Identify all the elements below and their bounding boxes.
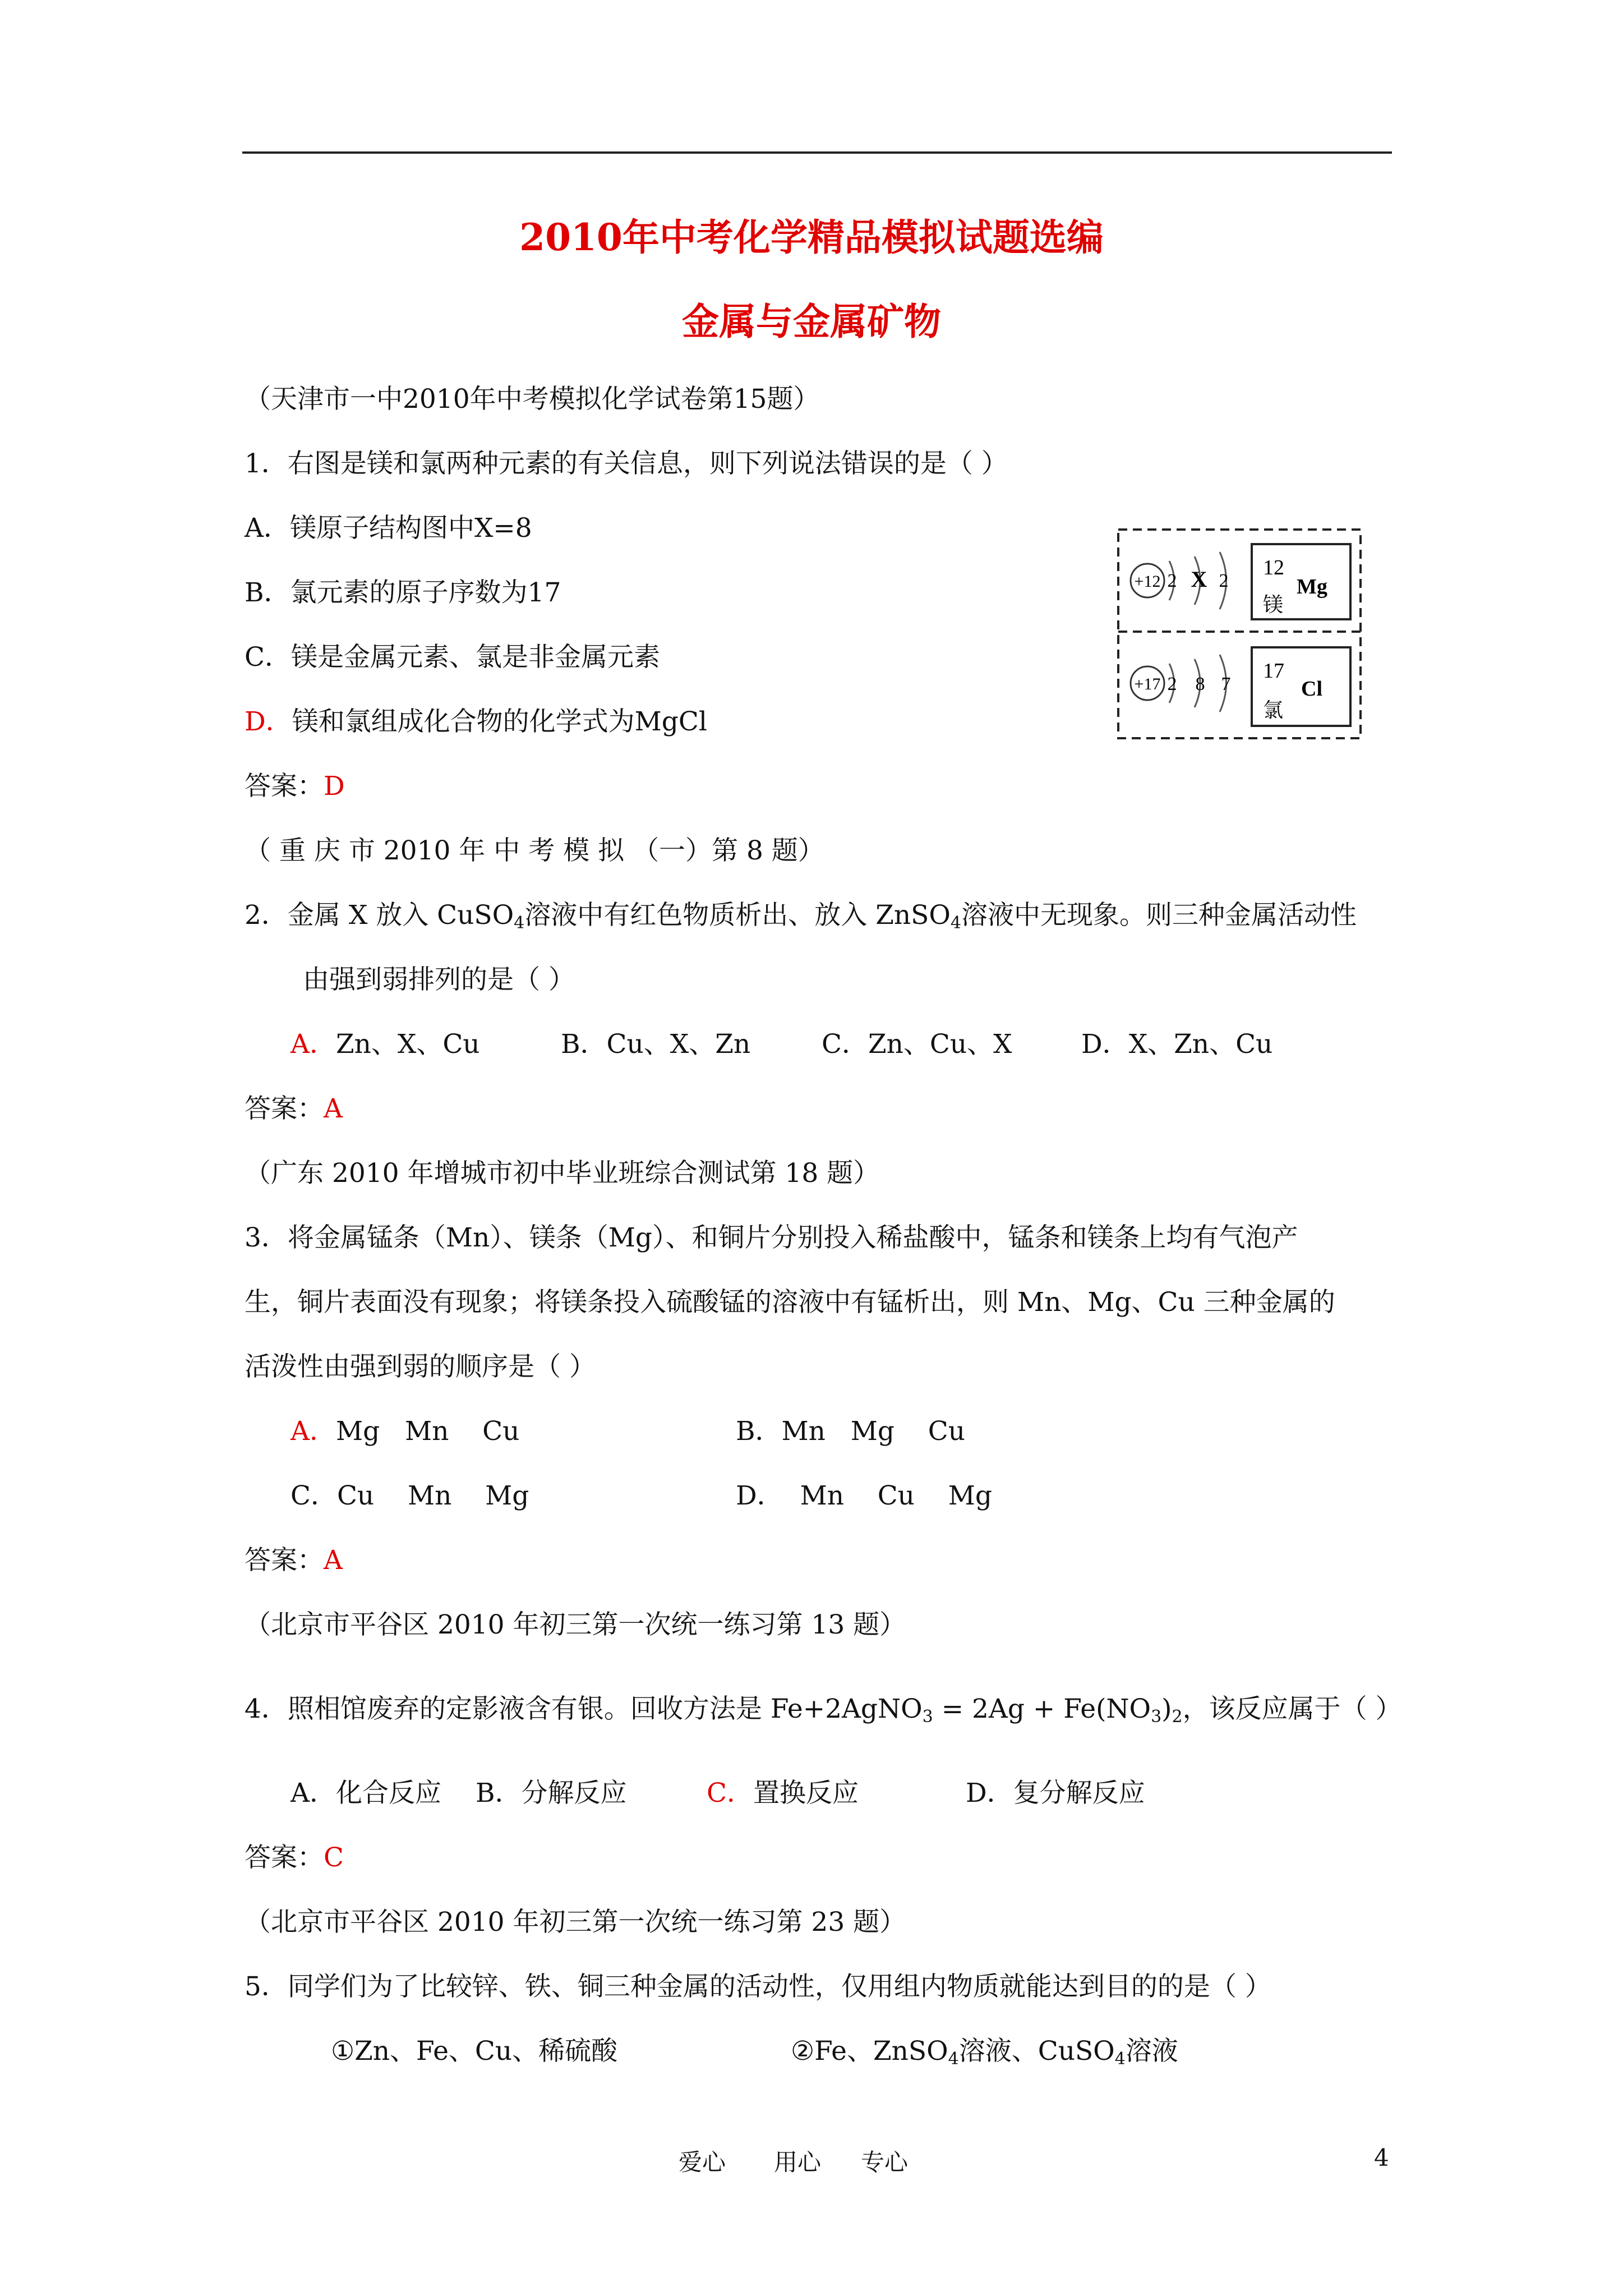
q5-source: （北京市平谷区 2010 年初三第一次统一练习第 23 题） (245, 1907, 906, 1938)
q2-option-d: D．X、Zn、Cu (1081, 1029, 1273, 1060)
q3-stem-line-2: 生，铜片表面没有现象；将镁条投入硫酸锰的溶液中有锰析出，则 Mn、Mg、Cu 三种金属的 (245, 1287, 1335, 1318)
q3-answer: 答案：A (245, 1545, 343, 1576)
q2-source: （ 重 庆 市 2010 年 中 考 模 拟 （一）第 8 题） (245, 835, 824, 866)
q3-option-c: C．Cu Mn Mg (291, 1480, 529, 1511)
q5-option-1: ①Zn、Fe、Cu、稀硫酸 (331, 2036, 618, 2067)
cl-shell-2: 8 (1195, 674, 1205, 694)
atom-structure-figure (1116, 527, 1363, 740)
q5-stem: 5．同学们为了比较锌、铁、铜三种金属的活动性，仅用组内物质就能达到目的的是（ ） (245, 1971, 1271, 2002)
q3-option-d: D． Mn Cu Mg (736, 1480, 992, 1511)
q2-option-c: C．Zn、Cu、X (822, 1029, 1012, 1060)
header-rule (242, 151, 1392, 154)
mg-nucleus: +12 (1134, 572, 1161, 591)
q5-option-2: ②Fe、ZnSO$_4$溶液、CuSO$_4$溶液 (791, 2036, 1178, 2069)
q2-stem-continued: 由强到弱排列的是（ ） (303, 964, 575, 995)
page-title: 2010年中考化学精品模拟试题选编 (519, 215, 1104, 259)
q1-option-a: A．镁原子结构图中X=8 (245, 513, 532, 544)
cl-shell-3: 7 (1221, 674, 1231, 694)
q4-source: （北京市平谷区 2010 年初三第一次统一练习第 13 题） (245, 1609, 906, 1640)
q2-stem: 2．金属 X 放入 CuSO$_4$溶液中有红色物质析出、放入 ZnSO$_4$溶液中无现象。则三种金属活动性 (245, 900, 1357, 933)
footer-word-1: 爱心 (679, 2148, 726, 2176)
q2-option-a: A．Zn、X、Cu (291, 1029, 480, 1060)
cl-symbol: Cl (1301, 677, 1322, 701)
mg-shell-2: X (1191, 567, 1207, 592)
mg-shell-3: 2 (1219, 570, 1229, 591)
q3-stem-line-1: 3．将金属锰条（Mn）、镁条（Mg）、和铜片分别投入稀盐酸中，锰条和镁条上均有气泡产 (245, 1222, 1298, 1253)
cl-atomic-number: 17 (1263, 659, 1284, 683)
footer-word-2: 用心 (774, 2148, 822, 2176)
footer-word-3: 专心 (861, 2148, 909, 2176)
q3-option-a: A．Mg Mn Cu (291, 1416, 520, 1447)
page-number: 4 (1374, 2144, 1389, 2171)
q4-answer: 答案：C (245, 1842, 344, 1873)
q4-option-d: D．复分解反应 (966, 1778, 1145, 1809)
q4-stem: 4．照相馆废弃的定影液含有银。回收方法是 Fe+2AgNO$_3$ = $2Ag + Fe(NO_3)_2$，该反应属于（ ） (245, 1694, 1402, 1727)
q1-option-c: C．镁是金属元素、氯是非金属元素 (245, 642, 660, 673)
cl-name: 氯 (1263, 699, 1284, 722)
q1-stem: 1．右图是镁和氯两种元素的有关信息，则下列说法错误的是（ ） (245, 448, 1008, 479)
page-subtitle: 金属与金属矿物 (682, 300, 941, 343)
q2-option-b: B．Cu、X、Zn (561, 1029, 751, 1060)
q3-source: （广东 2010 年增城市初中毕业班综合测试第 18 题） (245, 1158, 880, 1189)
mg-name: 镁 (1263, 593, 1284, 616)
cl-atom-diagram (1131, 647, 1350, 726)
q3-option-b: B．Mn Mg Cu (736, 1416, 965, 1447)
q2-answer: 答案：A (245, 1093, 343, 1124)
q4-option-b: B．分解反应 (476, 1778, 627, 1809)
mg-shell-1: 2 (1167, 570, 1177, 591)
mg-atom-diagram (1131, 544, 1350, 619)
cl-nucleus: +17 (1134, 675, 1161, 693)
mg-atomic-number: 12 (1263, 556, 1284, 579)
q1-option-d: D．镁和氯组成化合物的化学式为MgCl (245, 706, 707, 737)
q1-source: （天津市一中2010年中考模拟化学试卷第15题） (245, 384, 820, 415)
q3-stem-line-3: 活泼性由强到弱的顺序是（ ） (245, 1351, 596, 1382)
cl-shell-1: 2 (1167, 674, 1177, 694)
q4-option-a: A．化合反应 (291, 1778, 441, 1809)
mg-symbol: Mg (1297, 575, 1327, 599)
q4-option-c: C．置换反应 (707, 1778, 859, 1809)
q1-option-b: B．氯元素的原子序数为17 (245, 577, 561, 608)
q1-answer: 答案：D (245, 771, 345, 802)
